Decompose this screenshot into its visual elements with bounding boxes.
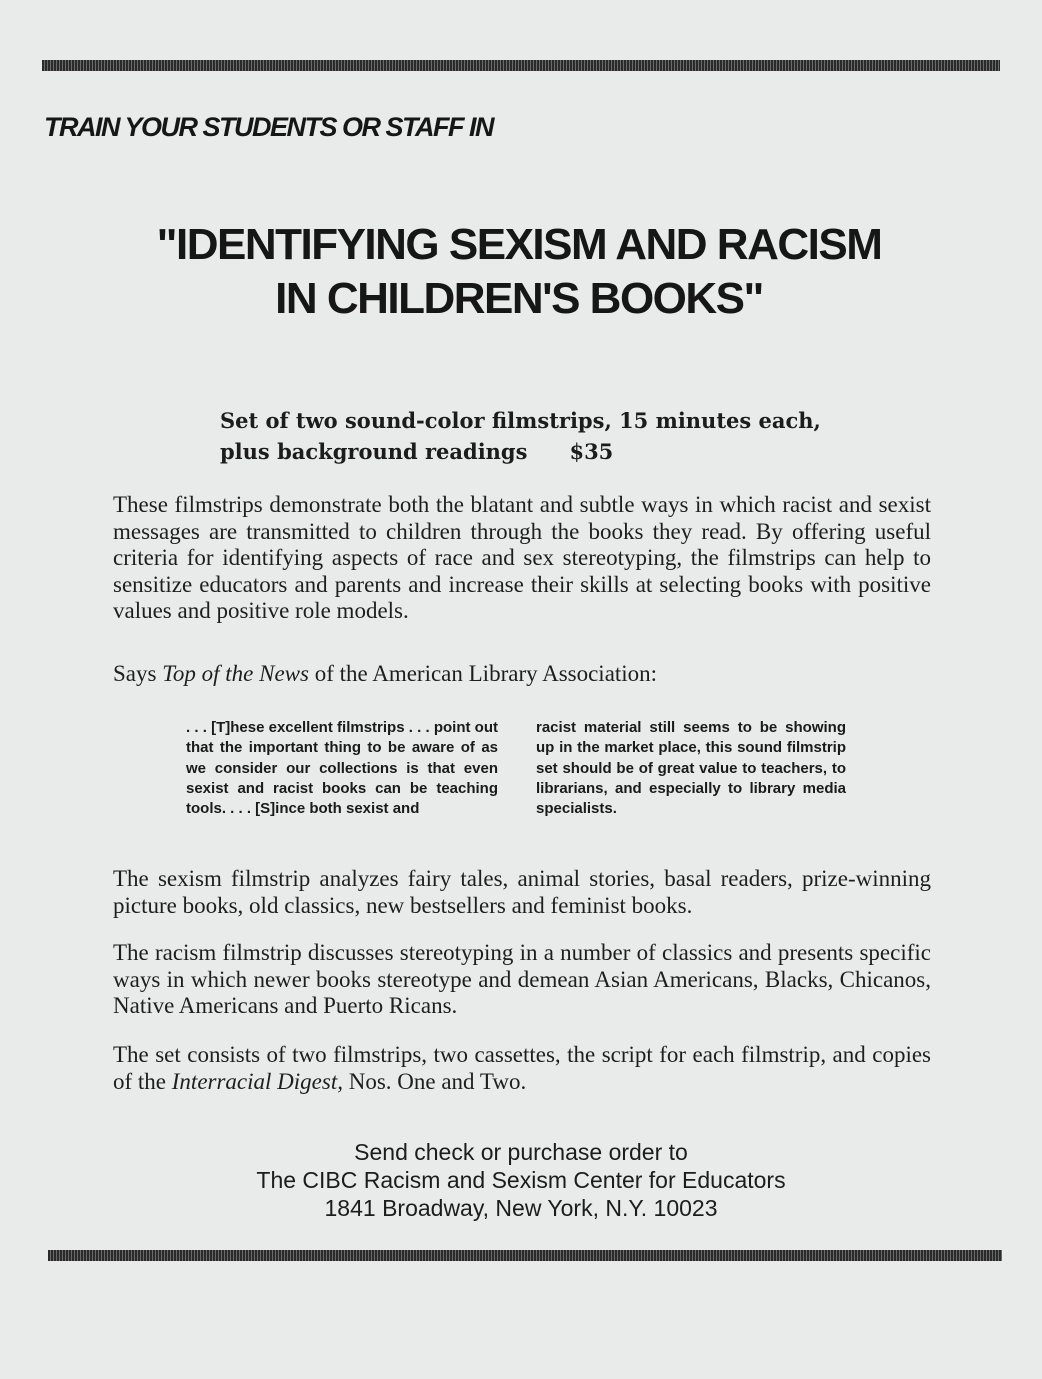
quote-column-1: . . . [T]hese excellent filmstrips . . . point out that the important thing to be aware of as we consider our collections is that even sexist and racist books can be teaching tools. . . . [S]ince both sexist and	[186, 719, 498, 818]
description-paragraph: These filmstrips demonstrate both the blatant and subtle ways in which racist and sexist messages are transmitted to children through the books they read. By offering useful criteria for identifying aspects of race and sex stereotyping, the filmstrips can help to sensitize educators and parents and increase their skills at selecting books with positive values and positive role models.	[113, 492, 931, 623]
top-divider-rule	[42, 60, 1000, 71]
offer-block	[220, 405, 821, 467]
sexism-paragraph: The sexism filmstrip analyzes fairy tales, animal stories, basal readers, prize-winning picture books, old classics, new bestsellers and feminist books.	[113, 866, 931, 918]
review-intro	[113, 661, 931, 688]
contents-paragraph	[113, 1042, 931, 1095]
order-address-block	[0, 1138, 1042, 1222]
headline-line-1: "IDENTIFYING SEXISM AND RACISM	[156, 220, 882, 269]
offer-line-2	[220, 436, 821, 467]
headline	[0, 218, 1042, 326]
review-publication: Top of the News	[162, 661, 309, 686]
contents-after: Nos. One and Two.	[342, 1068, 527, 1094]
order-line-2: The CIBC Racism and Sexism Center for Educators	[256, 1167, 786, 1193]
racism-paragraph: The racism filmstrip discusses stereotyping in a number of classics and presents specific ways in which newer books stereotype and demean Asian Americans, Blacks, Chicanos, Native Americans and Puerto Ricans.	[113, 940, 931, 1018]
order-line-1: Send check or purchase order to	[354, 1139, 688, 1165]
offer-line-2-text: plus background readings	[220, 439, 528, 464]
bottom-divider-rule	[48, 1250, 1002, 1261]
order-line-3: 1841 Broadway, New York, N.Y. 10023	[324, 1195, 718, 1221]
offer-line-1: Set of two sound-color filmstrips, 15 minutes each,	[220, 408, 821, 433]
headline-line-2: IN CHILDREN'S BOOKS"	[275, 274, 763, 323]
kicker-heading: TRAIN YOUR STUDENTS OR STAFF IN	[44, 112, 494, 142]
contents-title: Interracial Digest,	[171, 1068, 343, 1094]
review-intro-before: Says	[113, 661, 163, 686]
quote-column-2: racist material still seems to be showing up in the market place, this sound filmstrip set should be of great value to teachers, to librarians, and especially to library media specialists.	[536, 719, 846, 818]
review-intro-after: of the American Library Association:	[308, 661, 658, 686]
contents-before: The set consists of two filmstrips, two cassettes, the script for each filmstrip, and copies of the	[113, 1042, 931, 1094]
offer-price: $35	[569, 439, 614, 464]
